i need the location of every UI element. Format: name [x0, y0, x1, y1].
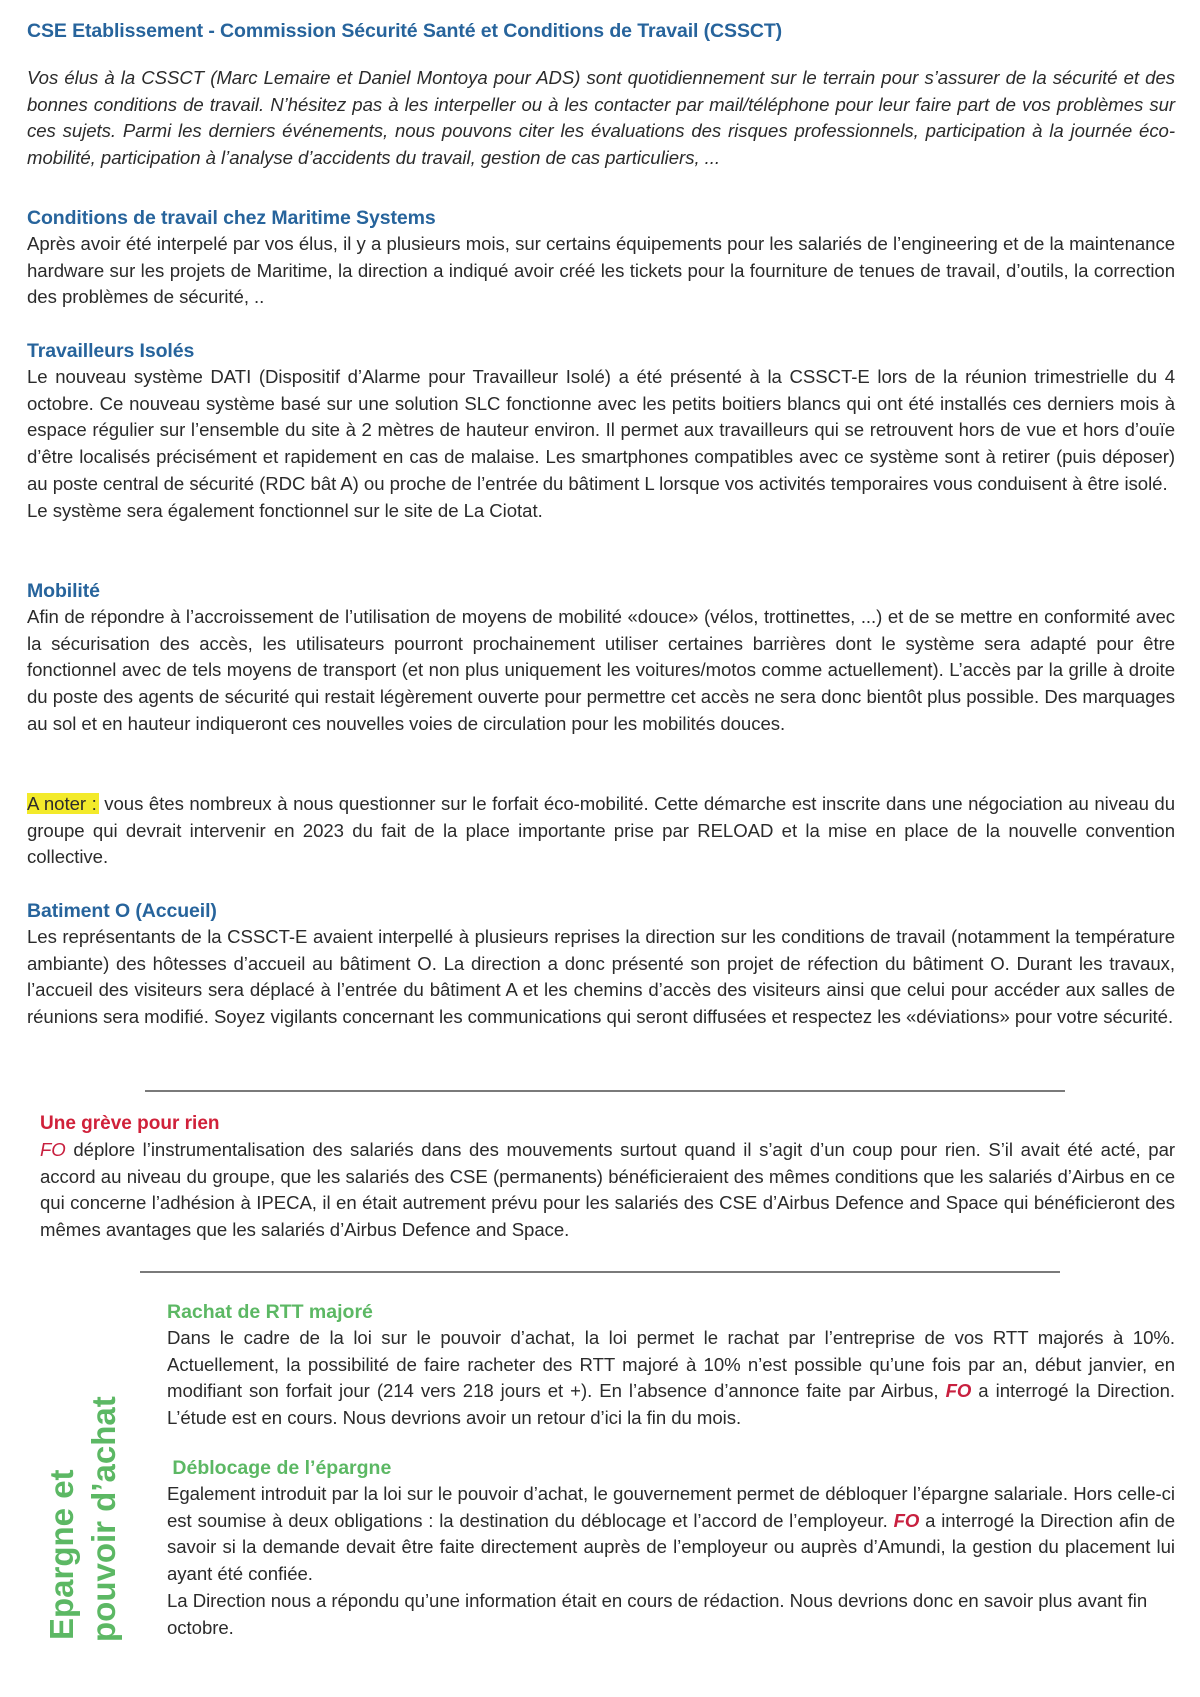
note-section: [27, 791, 1175, 871]
isoles-body: Le nouveau système DATI (Dispositif d’Alarme pour Travailleur Isolé) a été présenté à la CSSCT-E lors de la réunion trimestrielle du 4 octobre. Ce nouveau système basé sur une solution SLC fonctionne avec les petits boitiers blancs qui ont été installés ces derniers mois à espace régulier sur l’ensemble du site à 2 mètres de hauteur environ. Il permet aux travailleurs qui se retrouvent hors de vue et hors d’ouïe d’être localisés précisément et rapidement en cas de malaise. Les smartphones compatibles avec ce système sont à retirer (puis déposer) au poste central de sécurité (RDC bât A) ou proche de l’entrée du bâtiment L lorsque vos activités temporaires vous conduisent à être isolé.: [27, 366, 1175, 494]
isoles-section: [27, 338, 1175, 524]
fo-mention: FO: [945, 1380, 972, 1402]
greve-section: [40, 1111, 1175, 1244]
greve-body: FO déplore l’instrumentalisation des salariés dans des mouvements surtout quand il s’agit d’un coup pour rien. S’il avait été acté, par accord au niveau du groupe, que les salariés des CSE (permanents) bénéficieraient des mêmes conditions que les salariés d’Airbus en ce qui concerne l’adhésion à IPECA, il en était autrement prévu pour les salariés des CSE d’Airbus Defence and Space qui bénéficieront des mêmes avantages que les salariés d’Airbus Defence and Space.: [40, 1139, 1175, 1241]
section-divider: [140, 1271, 1060, 1273]
fo-mention: FO: [40, 1139, 66, 1160]
deblocage-body: Egalement introduit par la loi sur le pouvoir d’achat, le gouvernement permet de débloquer l’épargne salariale. Hors celle-ci est soumise à deux obligations : la destination du déblocage et l’accord de l’employeur. FO a interrogé la Direction afin de savoir si la demande devait être faite directement auprès de l’employeur ou auprès d’Amundi, la gestion du placement lui ayant été confiée.: [167, 1483, 1175, 1585]
batiment-section: [27, 898, 1175, 1031]
batiment-body: Les représentants de la CSSCT-E avaient interpellé à plusieurs reprises la direction sur les conditions de travail (notamment la température ambiante) des hôtesses d’accueil au bâtiment O. La direction a donc présenté son projet de réfection du bâtiment O. Durant les travaux, l’accueil des visiteurs sera déplacé à l’entrée du bâtiment A et les chemins d’accès des visiteurs ainsi que celui pour accéder aux salles de réunions sera modifié. Soyez vigilants concernant les communications qui seront diffusées et respectez les «déviations» pour votre sécurité.: [27, 926, 1175, 1028]
mobilite-section: [27, 578, 1175, 738]
section-divider: [145, 1090, 1065, 1092]
note-body: vous êtes nombreux à nous questionner sur le forfait éco-mobilité. Cette démarche est inscrite dans une négociation au niveau du groupe qui devrait intervenir en 2023 du fait de la place importante prise par RELOAD et la mise en place de la nouvelle convention collective.: [27, 793, 1176, 868]
cssct-section: [27, 18, 1175, 172]
maritime-title: Conditions de travail chez Maritime Systems: [27, 207, 436, 229]
rtt-section: [167, 1299, 1175, 1432]
batiment-title: Batiment O (Accueil): [27, 900, 217, 922]
epargne-side-title-line2: pouvoir d’achat: [85, 1396, 122, 1642]
isoles-title: Travailleurs Isolés: [27, 340, 195, 362]
rtt-title: Rachat de RTT majoré: [167, 1301, 373, 1323]
epargne-side-title-line1: Epargne et: [43, 1469, 80, 1640]
mobilite-title: Mobilité: [27, 580, 100, 602]
isoles-body-2: Le système sera également fonctionnel sur le site de La Ciotat.: [27, 499, 543, 521]
maritime-section: [27, 205, 1175, 311]
maritime-body: Après avoir été interpelé par vos élus, il y a plusieurs mois, sur certains équipements pour les salariés de l’engineering et de la maintenance hardware sur les projets de Maritime, la direction a indiqué avoir créé les tickets pour la fourniture de tenues de travail, d’outils, la correction des problèmes de sécurité, ..: [27, 233, 1175, 308]
mobilite-body: Afin de répondre à l’accroissement de l’utilisation de moyens de mobilité «douce» (vélos, trottinettes, ...) et de se mettre en conformité avec la sécurisation des accès, les utilisateurs pourront prochainement utiliser certaines barrières dont le système sera adapté pour être fonctionnel avec de tels moyens de transport (et non plus uniquement les voitures/motos comme actuellement). L’accès par la grille à droite du poste des agents de sécurité qui restait légèrement ouverte pour permettre cet accès ne sera donc bientôt plus possible. Des marquages au sol et en hauteur indiqueront ces nouvelles voies de circulation pour les mobilités douces.: [27, 606, 1175, 734]
deblocage-section: [167, 1455, 1175, 1641]
note-label-highlight: A noter :: [27, 793, 97, 814]
greve-title: Une grève pour rien: [40, 1113, 220, 1134]
deblocage-body-2: La Direction nous a répondu qu’une information était en cours de rédaction. Nous devrions donc en savoir plus avant fin octobre.: [167, 1589, 1148, 1638]
fo-mention: FO: [893, 1509, 920, 1531]
cssct-intro: Vos élus à la CSSCT (Marc Lemaire et Daniel Montoya pour ADS) sont quotidiennement sur le terrain pour s’assurer de la sécurité et des bonnes conditions de travail. N’hésitez pas à les interpeller ou à les contacter par mail/téléphone pour leur faire part de vos problèmes sur ces sujets. Parmi les derniers événements, nous pouvons citer les évaluations des risques professionnels, participation à la journée éco-mobilité, participation à l’analyse d’accidents du travail, gestion de cas particuliers, ...: [27, 67, 1175, 169]
cssct-title: CSE Etablissement - Commission Sécurité Santé et Conditions de Travail (CSSCT): [27, 20, 783, 42]
rtt-body: Dans le cadre de la loi sur le pouvoir d’achat, la loi permet le rachat par l’entreprise de vos RTT majorés à 10%. Actuellement, la possibilité de faire racheter des RTT majoré à 10% n’est possible qu’une fois par an, début janvier, en modifiant son forfait jour (214 vers 218 jours et +). En l’absence d’annonce faite par Airbus, FO a interrogé la Direction. L’étude est en cours. Nous devrions avoir un retour d’ici la fin du mois.: [167, 1327, 1175, 1429]
note-paragraph: [27, 791, 1175, 871]
deblocage-title: Déblocage de l’épargne: [167, 1457, 392, 1479]
